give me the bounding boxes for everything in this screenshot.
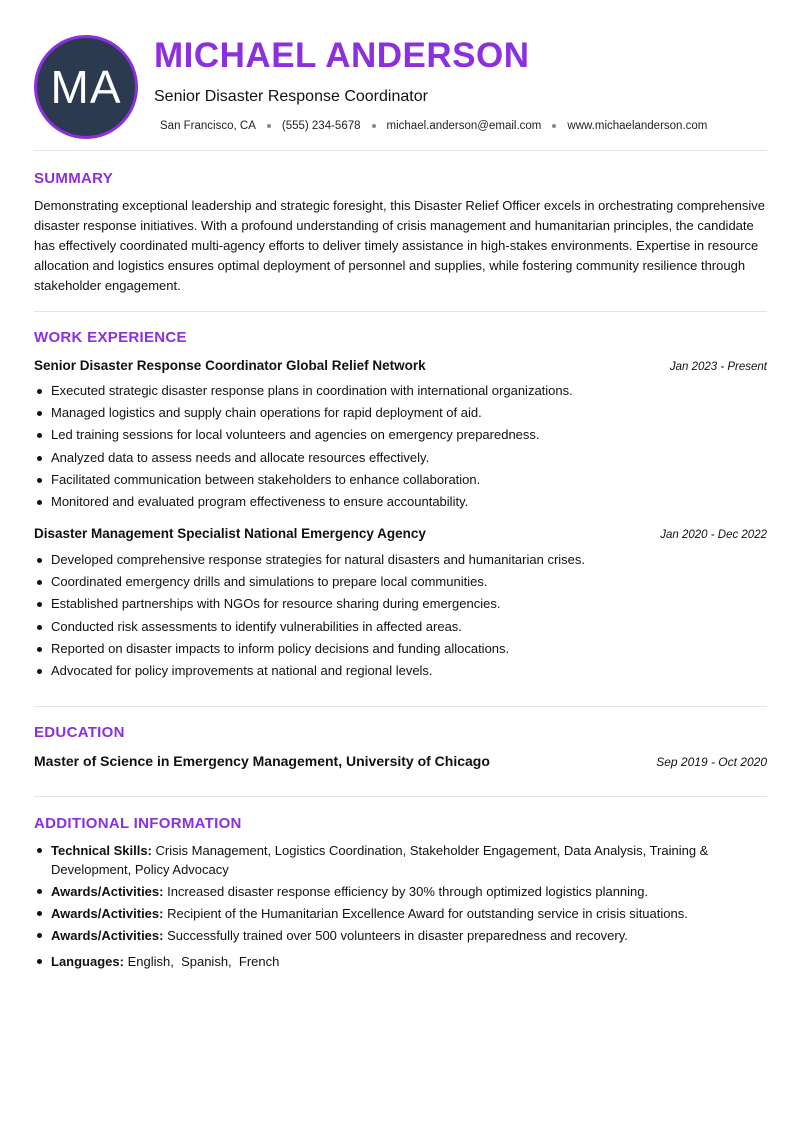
education-entry xyxy=(34,753,767,769)
contact-website[interactable]: www.michaelanderson.com xyxy=(567,120,708,132)
list-item: Facilitated communication between stakeholders to enhance collaboration. xyxy=(34,469,767,491)
education-degree: Master of Science in Emergency Management, University of Chicago xyxy=(34,753,490,769)
education-date: Sep 2019 - Oct 2020 xyxy=(656,755,767,769)
contact-phone: (555) 234-5678 xyxy=(281,120,361,132)
list-item: Led training sessions for local volunteers and agencies on emergency preparedness. xyxy=(34,424,767,446)
item-text: Increased disaster response efficiency by 30% through optimized logistics planning. xyxy=(167,884,649,899)
item-label: Awards/Activities: xyxy=(51,928,164,943)
item-text: English, Spanish, French xyxy=(127,954,280,969)
list-item xyxy=(34,926,767,945)
item-text: Successfully trained over 500 volunteers in disaster preparedness and recovery. xyxy=(167,928,628,943)
work-experience-heading: WORK EXPERIENCE xyxy=(34,329,187,346)
item-text: Crisis Management, Logistics Coordination, Stakeholder Engagement, Data Analysis, Training & Development, Policy Advocacy xyxy=(51,843,709,877)
list-item: Reported on disaster impacts to inform policy decisions and funding allocations. xyxy=(34,638,767,660)
job-bullets xyxy=(34,549,767,682)
job-role: Senior Disaster Response Coordinator Global Relief Network xyxy=(34,358,426,373)
avatar xyxy=(34,35,138,139)
list-item xyxy=(34,841,767,879)
item-label: Languages: xyxy=(51,954,124,969)
additional-info-heading: ADDITIONAL INFORMATION xyxy=(34,815,242,832)
separator-dot-icon xyxy=(372,124,376,128)
summary-heading: SUMMARY xyxy=(34,170,114,187)
list-item xyxy=(34,904,767,923)
job-date: Jan 2020 - Dec 2022 xyxy=(660,529,767,541)
contact-email[interactable]: michael.anderson@email.com xyxy=(386,120,542,132)
list-item: Coordinated emergency drills and simulations to prepare local communities. xyxy=(34,571,767,593)
job-bullets xyxy=(34,380,767,513)
job-header xyxy=(34,358,767,373)
item-text: Recipient of the Humanitarian Excellence Award for outstanding service in crisis situations. xyxy=(167,906,688,921)
list-item: Developed comprehensive response strategies for natural disasters and humanitarian crises. xyxy=(34,549,767,571)
summary-text: Demonstrating exceptional leadership and strategic foresight, this Disaster Relief Officer excels in orchestrating comprehensive disaster response initiatives. With a profound understanding of crisis management and humanitarian principles, the candidate has effectively coordinated multi-agency efforts to deliver timely assistance in high-stakes environments. Expertise in resource allocation and logistics ensures optimal deployment of personnel and supplies, while fostering community resilience through stakeholder engagement. xyxy=(34,198,766,293)
list-item: Advocated for policy improvements at national and regional levels. xyxy=(34,660,767,682)
separator-dot-icon xyxy=(267,124,271,128)
divider xyxy=(34,706,767,707)
divider xyxy=(34,150,767,151)
education-heading: EDUCATION xyxy=(34,724,125,741)
list-item: Established partnerships with NGOs for resource sharing during emergencies. xyxy=(34,593,767,615)
item-label: Awards/Activities: xyxy=(51,906,164,921)
avatar-initials: MA xyxy=(50,61,122,113)
contact-location: San Francisco, CA xyxy=(160,120,256,132)
list-item xyxy=(34,882,767,901)
list-item: Executed strategic disaster response plans in coordination with international organizations. xyxy=(34,380,767,402)
separator-dot-icon xyxy=(552,124,556,128)
job-date: Jan 2023 - Present xyxy=(669,361,767,373)
candidate-name: MICHAEL ANDERSON xyxy=(154,36,530,75)
list-item: Analyzed data to assess needs and allocate resources effectively. xyxy=(34,447,767,469)
job-role: Disaster Management Specialist National Emergency Agency xyxy=(34,526,426,541)
list-item: Managed logistics and supply chain operations for rapid deployment of aid. xyxy=(34,402,767,424)
list-item: Conducted risk assessments to identify vulnerabilities in affected areas. xyxy=(34,616,767,638)
additional-info-list xyxy=(34,841,767,974)
contact-bar xyxy=(160,120,707,132)
list-item xyxy=(34,952,767,971)
divider xyxy=(34,796,767,797)
job-header xyxy=(34,526,767,541)
divider xyxy=(34,311,767,312)
item-label: Awards/Activities: xyxy=(51,884,164,899)
list-item: Monitored and evaluated program effectiveness to ensure accountability. xyxy=(34,491,767,513)
item-label: Technical Skills: xyxy=(51,843,152,858)
candidate-title: Senior Disaster Response Coordinator xyxy=(154,88,428,105)
